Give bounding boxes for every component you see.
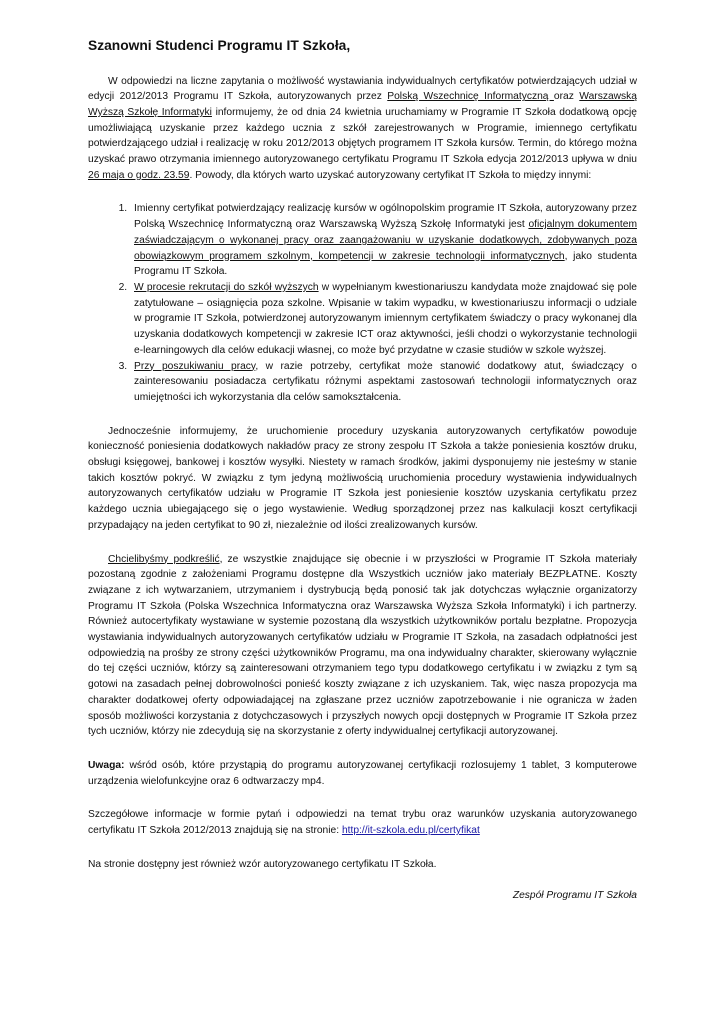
letter-title: Szanowni Studenci Programu IT Szkoła,	[88, 38, 351, 53]
pwi-underline: Polską Wszechnicę Informatyczną	[387, 91, 554, 103]
template-paragraph: Na stronie dostępny jest również wzór autoryzowanego certyfikatu IT Szkoła.	[88, 858, 437, 870]
notice-label: Uwaga:	[88, 759, 125, 771]
deadline-underline: 26 maja o godz. 23.59	[88, 169, 190, 181]
reasons-list	[88, 201, 637, 405]
list-item: 1. Imienny certyfikat potwierdzający realizację kursów w ogólnopolskim programie IT Szkoła, autoryzowany przez Polską Wszechnicę Informatyczną oraz Warszawską Wyższą Szkołę Informatyki jest oficjalnym dokumentem zaświadczającym o wykonanej pracy oraz zaangażowaniu w uzyskanie dodatkowych, zdobywanych poza obowiązkowym programem szkolnym, kompetencji w zakresie technologii informatycznych, jako studenta Programu IT Szkoła.	[130, 201, 637, 280]
costs-paragraph: Jednocześnie informujemy, że uruchomienie procedury uzyskania autoryzowanych certyfikatów powoduje konieczność poniesienia dodatkowych nakładów pracy ze strony zespołu IT Szkoła a także poniesienia kosztów druku, obsługi księgowej, bankowej i kosztów wysyłki. Niestety w ramach środków, jakimi dysponujemy nie jesteśmy w stanie takich kosztów pokryć. W związku z tym jedyną możliwością uruchomienia procedury wystawienia indywidualnych autoryzowanych certyfikatów udziału w Programie IT Szkoła jest poniesienie kosztów uzyskania certyfikatu przez każdego ucznia ubiegającego się o jego wystawienie. Według sporządzonej przez nas kalkulacji koszt certyfikacji przypadający na jeden certyfikat to 90 zł, niezależnie od ilości zrealizowanych kursów.	[88, 425, 637, 531]
intro-paragraph: W odpowiedzi na liczne zapytania o możliwość wystawiania indywidualnych certyfikatów potwierdzających udział w edycji 2012/2013 Programu IT Szkoła, autoryzowanych przez Polską Wszechnicę Informatyczną oraz Warszawską Wyższą Szkołę Informatyki informujemy, że od dnia 24 kwietnia uruchamiamy w Programie IT Szkoła dodatkową opcję umożliwiającą uzyskanie przez każdego ucznia z szkół zarejestrowanych w Programie, imiennego certyfikatu potwierdzającego udział i realizację w roku 2012/2013 objętych programem IT Szkoła kursów. Termin, do którego można uzyskać prawo otrzymania imiennego autoryzowanego certyfikatu Programu IT Szkoła edycja 2012/2013 upływa w dniu 26 maja o godz. 23.59. Powody, dla których warto uzyskać autoryzowany certyfikat IT Szkoła to między innymi:	[88, 75, 637, 181]
wwsi-underline: Warszawską Wyższą Szkołę Informatyki	[88, 91, 637, 118]
notice-paragraph: Uwaga: wśród osób, które przystąpią do programu autoryzowanej certyfikacji rozlosujemy 1 tablet, 3 komputerowe urządzenia wielofunkcyjne oraz 6 odtwarzaczy mp4.	[88, 759, 637, 787]
certificate-link[interactable]: http://it-szkola.edu.pl/certyfikat	[341, 825, 480, 837]
signature: Zespół Programu IT Szkoła	[512, 890, 637, 902]
list-item: 3. Przy poszukiwaniu pracy, w razie potrzeby, certyfikat może stanowić dodatkowy atut, świadczący o zainteresowaniu posiadacza certyfikatu różnymi aspektami zastosowań technologii informatycznych oraz umiejętności ich wykorzystania dla celów samokształcenia.	[130, 359, 637, 406]
list-item: 2. W procesie rekrutacji do szkół wyższych w wypełnianym kwestionariuszu kandydata może znajdować się pole zatytułowane – osiągnięcia poza szkolne. Wpisanie w takim wypadku, w kwestionariuszu informacji o udziale w programie IT Szkoła, potwierdzonej autoryzowanym imiennym certyfikatem świadczy o pracy wykonanej dla uzyskania dodatkowych kompetencji w zakresie ICT oraz aktywności, jeśli chodzi o wykorzystanie technologii e-learningowych dla celów edukacji własnej, co może być przydatne w czasie studiów w szkole wyższej.	[130, 280, 637, 359]
emphasis-paragraph: Chcielibyśmy podkreślić, ze wszystkie znajdujące się obecnie i w przyszłości w Programie IT Szkoła materiały pozostaną zgodnie z założeniami Programu dostępne dla Wszystkich uczniów jako materiały BEZPŁATNE. Koszty związane z ich wytwarzaniem, utrzymaniem i dystrybucją będą ponosić tak jak dotychczas wyłącznie organizatorzy Programu IT Szkoła (Polska Wszechnica Informatyczna oraz Warszawska Wyższa Szkoła Informatyki) i ich partnerzy. Również autocertyfikaty wystawiane w systemie pozostaną dla wszystkich użytkowników portalu bezpłatne. Propozycja wystawiania indywidualnych autoryzowanych certyfikatów udziału w Programie IT Szkoła, na zasadach odpłatności jest odpowiedzią na prośby ze strony części użytkowników Programu, ma ona indywidualny charakter, skierowany wyłącznie do tej części uczniów, którzy są zainteresowani otrzymaniem tego typu dodatkowego certyfikatu i w związku z tym są gotowi na zasadach pełnej dobrowolności ponieść koszty związane z ich uzyskaniem. Tak, więc nasza propozycja ma charakter dodatkowej oferty odpowiadającej na zgłaszane przez uczniów zapotrzebowanie i nie ogranicza w żaden sposób możliwości korzystania z dotychczasowych i przyszłych nowych opcji dostępnych w Programie IT Szkoła przez tych uczniów, którzy nie zdecydują się na skorzystanie z oferty indywidualnej certyfikacji autoryzowanej.	[88, 553, 637, 738]
details-paragraph: Szczegółowe informacje w formie pytań i odpowiedzi na temat trybu oraz warunków uzyskania autoryzowanego certyfikatu IT Szkoła 2012/2013 znajdują się na stronie: http://it-szkola.edu.pl/certyfikat	[88, 809, 637, 837]
